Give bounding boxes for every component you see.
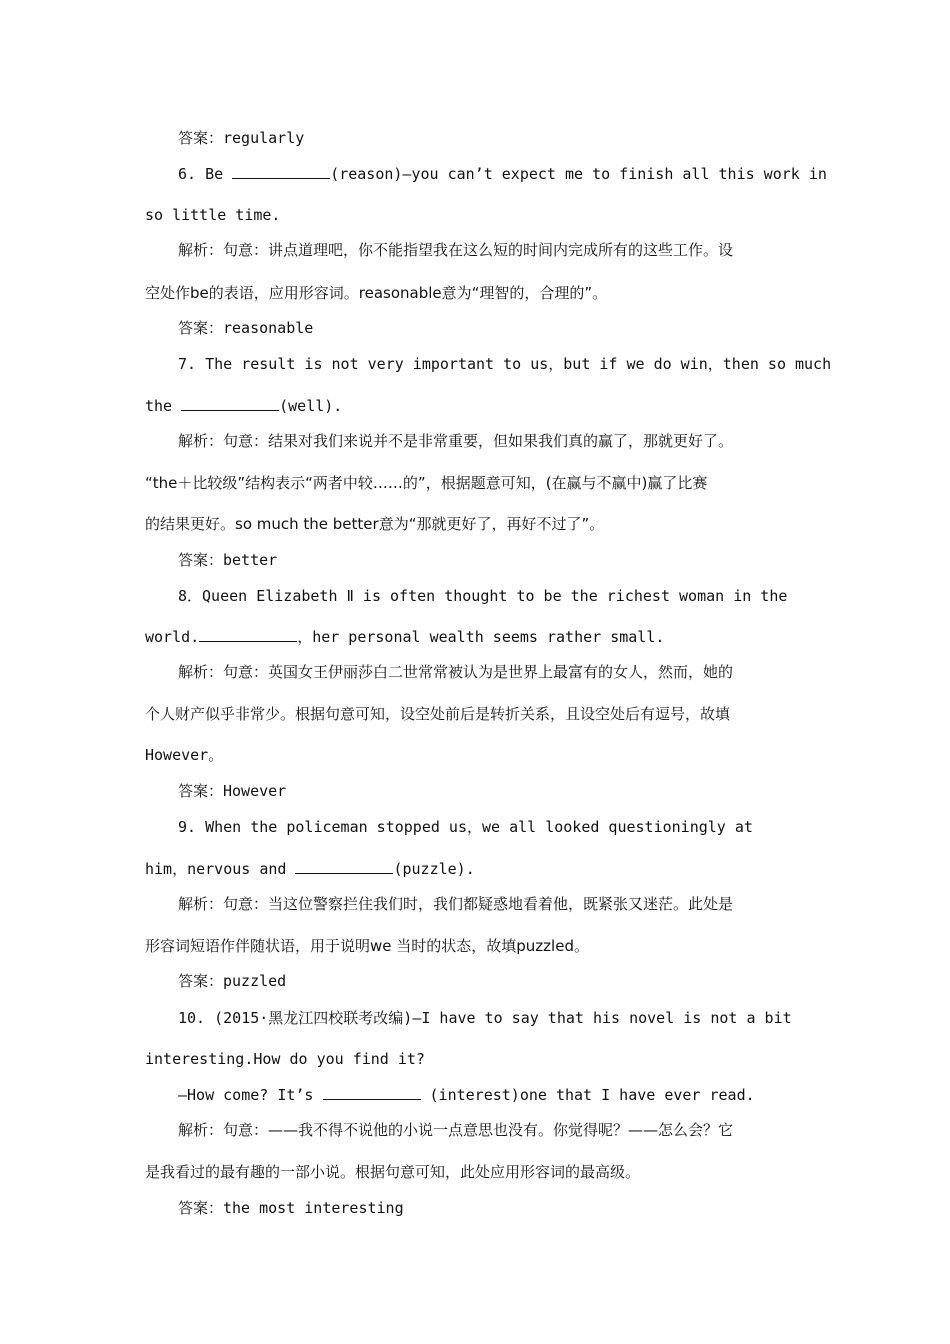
question-9-line-2 [145,859,475,879]
answer-5: 答案：regularly [178,129,305,147]
explanation-10-line-1: 解析：句意：——我不得不说他的小说一点意思也没有。你觉得呢？——怎么会？它 [178,1121,734,1139]
question-8-line-1: 8．Queen Elizabeth Ⅱ is often thought to be the richest woman in the [178,587,788,605]
explanation-9-line-2: 形容词短语作伴随状语，用于说明we 当时的状态，故填puzzled。 [145,937,589,955]
question-8-line-2 [145,627,664,647]
answer-blank [181,396,279,411]
question-9-prefix: him，nervous and [145,860,287,878]
explanation-8-line-3: However。 [145,746,224,764]
explanation-6-line-2: 空处作be的表语，应用形容词。reasonable意为“理智的，合理的”。 [145,284,608,302]
question-7-line-2 [145,396,342,416]
explanation-7-line-1: 解析：句意：结果对我们来说并不是非常重要，但如果我们真的赢了，那就更好了。 [178,432,734,450]
question-9-line-1: 9. When the policeman stopped us，we all looked questioningly at [178,818,753,836]
explanation-8-line-1: 解析：句意：英国女王伊丽莎白二世常常被认为是世界上最富有的女人，然而，她的 [178,663,734,681]
question-10-line-3 [178,1085,755,1105]
question-10-line-1: 10. (2015·黑龙江四校联考改编)—I have to say that his novel is not a bit [178,1009,792,1027]
answer-blank [295,859,393,874]
question-7-prefix: the [145,397,173,415]
question-7-line-1: 7. The result is not very important to us，but if we do win，then so much [178,355,832,373]
answer-7: 答案：better [178,551,278,569]
question-10-prefix: —How come? It’s [178,1086,314,1104]
question-6-line-2: so little time. [145,206,281,224]
explanation-6-line-1: 解析：句意：讲点道理吧，你不能指望我在这么短的时间内完成所有的这些工作。设 [178,241,734,259]
answer-10: 答案：the most interesting [178,1199,404,1217]
question-8-rest: ，her personal wealth seems rather small. [297,628,665,646]
question-10-line-2: interesting.How do you find it? [145,1050,425,1068]
answer-8: 答案：However [178,782,287,800]
question-6-line-1 [178,164,827,184]
answer-blank [323,1085,421,1100]
answer-6: 答案：reasonable [178,319,314,337]
question-6-prefix: 6. Be [178,165,224,183]
answer-blank [232,164,330,179]
explanation-8-line-2: 个人财产似乎非常少。根据句意可知，设空处前后是转折关系，且设空处后有逗号，故填 [145,705,731,723]
explanation-7-line-3: 的结果更好。so much the better意为“那就更好了，再好不过了”。 [145,515,605,533]
question-8-prefix: world. [145,628,200,646]
answer-9: 答案：puzzled [178,972,287,990]
question-10-rest: (interest)one that I have ever read. [420,1086,755,1104]
question-7-rest: (well). [279,397,343,415]
question-6-rest: (reason)—you can’t expect me to finish all this work in [330,165,827,183]
explanation-7-line-2: “the＋比较级”结构表示“两者中较……的”，根据题意可知，(在赢与不赢中)赢了比赛 [145,474,708,492]
answer-blank [199,627,297,642]
explanation-9-line-1: 解析：句意：当这位警察拦住我们时，我们都疑惑地看着他，既紧张又迷茫。此处是 [178,895,734,913]
explanation-10-line-2: 是我看过的最有趣的一部小说。根据句意可知，此处应用形容词的最高级。 [145,1163,641,1181]
question-9-rest: (puzzle). [393,860,475,878]
